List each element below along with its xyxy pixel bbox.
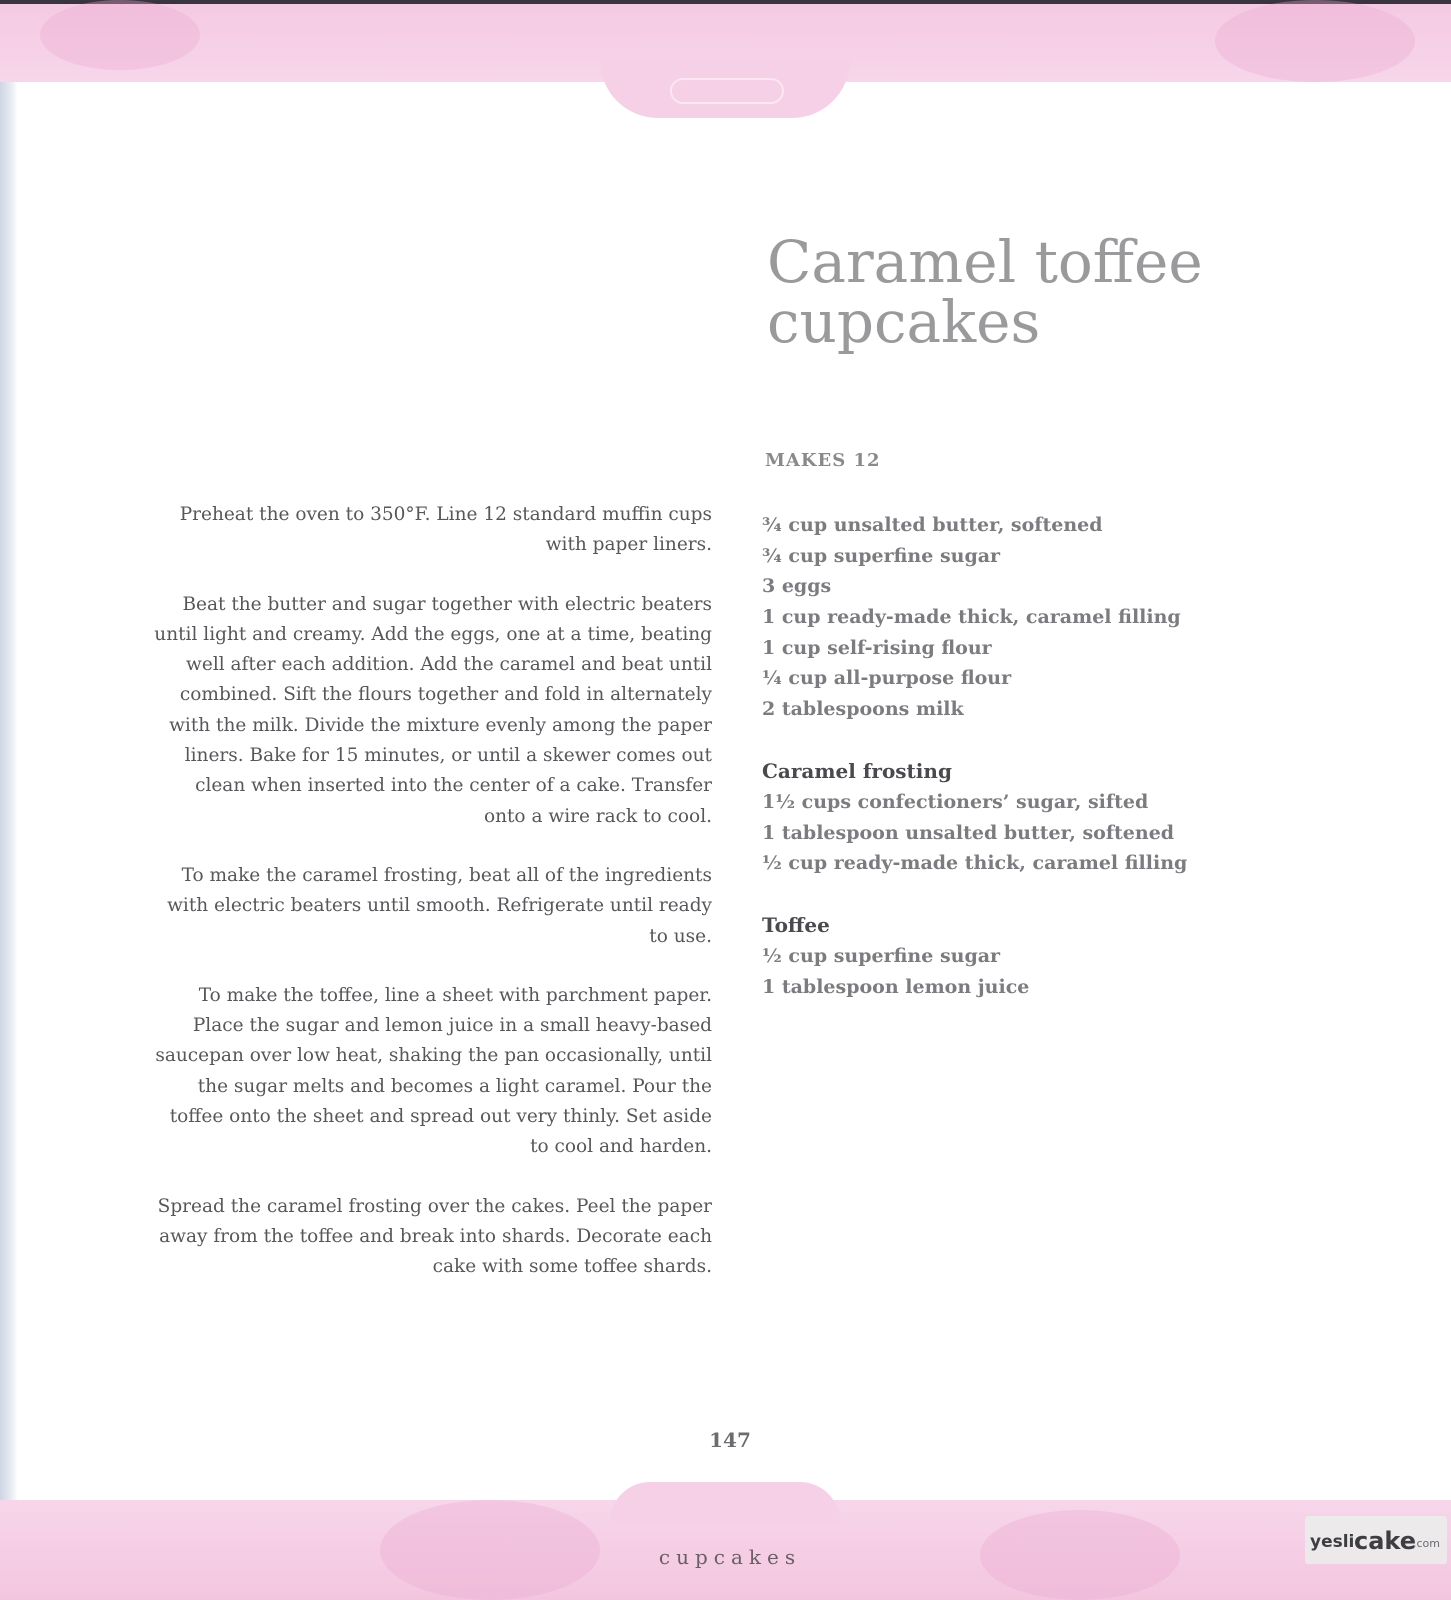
ingredient-item: ¼ cup all-purpose flour (762, 667, 1012, 690)
ingredient-item: 1 cup self-rising flour (762, 636, 992, 659)
petal-decoration (380, 1500, 600, 1600)
recipe-title-line-2: cupcakes (767, 288, 1041, 356)
ingredient-item: ¾ cup unsalted butter, softened (762, 514, 1103, 536)
site-watermark (1305, 1516, 1447, 1564)
method-step: To make the toffee, line a sheet with parchment paper. Place the sugar and lemon juice in a small heavy-based saucepan over low heat, shaking the pan occasionally, until the sugar melts and becomes a light caramel. Pour the toffee onto the sheet and spread out very thinly. Set aside to cool and harden. (155, 984, 712, 1158)
top-edge-line (0, 0, 1451, 4)
ingredient-list-main (762, 510, 1282, 725)
recipe-title-line-1: Caramel toffee (767, 228, 1203, 296)
ingredient-subheading-frosting: Caramel frosting (762, 758, 952, 783)
petal-decoration (40, 0, 200, 70)
ingredient-item: 3 eggs (762, 575, 832, 598)
recipe-title (767, 228, 1327, 356)
ingredient-item: 1 tablespoon lemon juice (762, 975, 1030, 998)
svg-text:cake: cake (1354, 1527, 1417, 1555)
ingredient-subheading-toffee: Toffee (762, 912, 830, 937)
ingredient-item: 2 tablespoons milk (762, 698, 964, 721)
ingredient-item: 1 cup ready-made thick, caramel filling (762, 606, 1181, 629)
ingredient-list-toffee (762, 941, 1282, 1002)
top-ornament (600, 60, 850, 118)
method-step: Spread the caramel frosting over the cakes. Peel the paper away from the toffee and break into shards. Decorate each cake with some toffee shards. (157, 1195, 712, 1278)
svg-text:yesli: yesli (1310, 1532, 1355, 1552)
method-step: To make the caramel frosting, beat all of the ingredients with electric beaters until smooth. Refrigerate until ready to use. (167, 864, 712, 947)
ingredient-list-frosting (762, 787, 1282, 879)
method-step: Beat the butter and sugar together with electric beaters until light and creamy. Add the eggs, one at a time, beating well after each addition. Add the caramel and beat until combined. Sift the flours together and fold in alternately with the milk. Divide the mixture evenly among the paper liners. Bake for 15 minutes, or until a skewer comes out clean when inserted into the center of a cake. Transfer onto a wire rack to cool. (154, 593, 712, 827)
section-footer-label: cupcakes (658, 1545, 802, 1569)
bottom-ornament (610, 1482, 840, 1522)
petal-decoration (980, 1510, 1180, 1600)
yield-label: MAKES 12 (765, 450, 881, 471)
page-number: 147 (709, 1428, 751, 1452)
ingredients-section (762, 510, 1282, 1002)
method-section (150, 500, 712, 1312)
watermark-logo-icon (1310, 1522, 1442, 1558)
svg-text:.com: .com (1413, 1537, 1440, 1550)
ingredient-item: 1 tablespoon unsalted butter, softened (762, 821, 1175, 844)
ingredient-item: 1½ cups confectioners’ sugar, sifted (762, 790, 1149, 813)
book-spine-shadow (0, 0, 18, 1600)
ingredient-item: ½ cup superfine sugar (762, 944, 1001, 967)
ingredient-item: ½ cup ready-made thick, caramel filling (762, 852, 1188, 875)
petal-decoration (1215, 0, 1415, 82)
ingredient-item: ¾ cup superfine sugar (762, 544, 1001, 567)
method-step: Preheat the oven to 350°F. Line 12 standard muffin cups with paper liners. (179, 504, 712, 556)
